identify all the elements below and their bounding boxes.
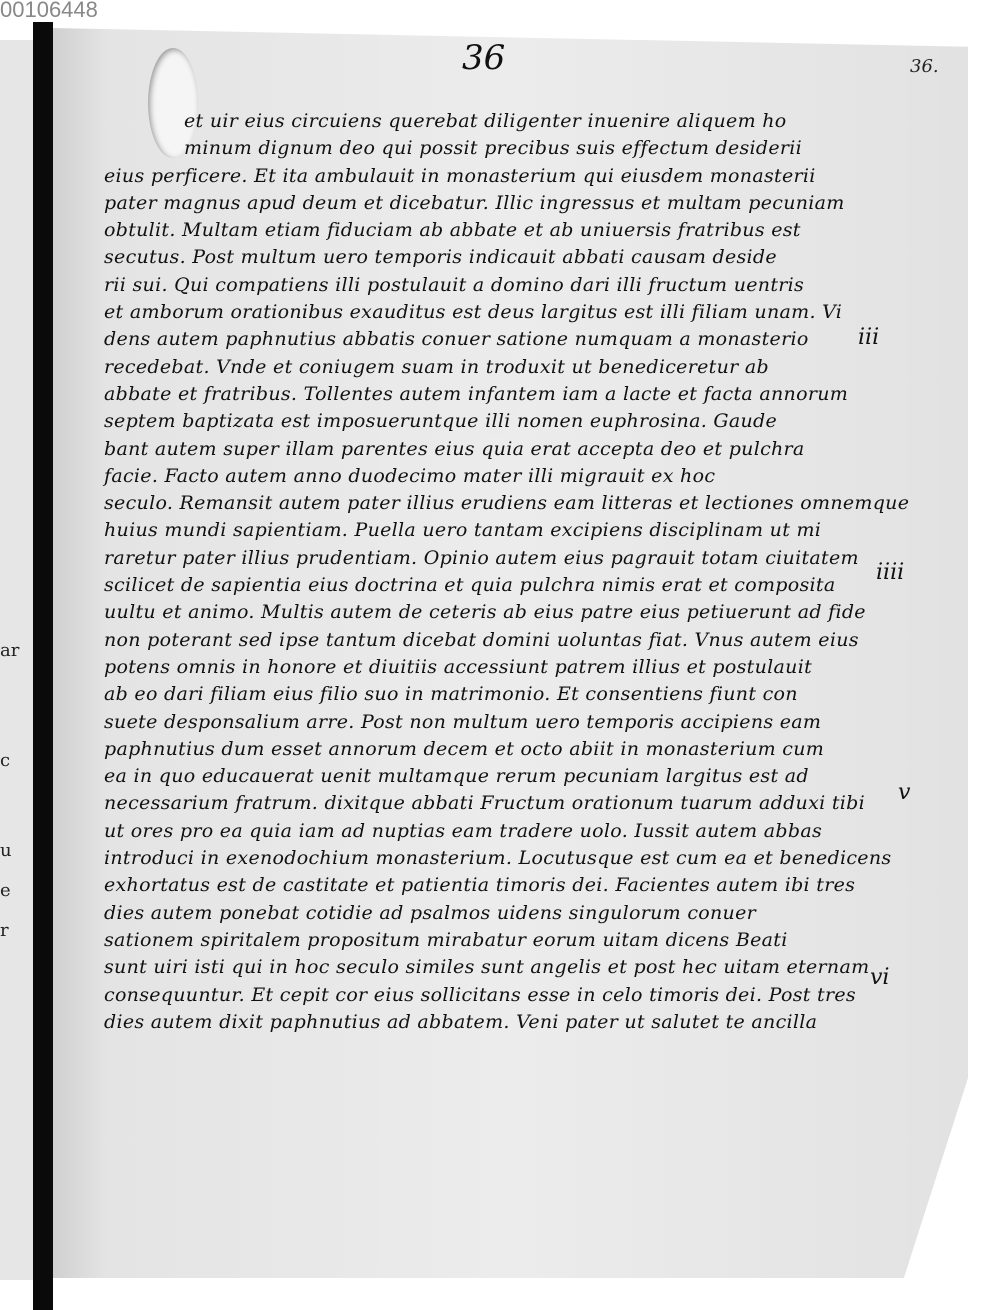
text-line: dies autem ponebat cotidie ad psalmos uidens singulorum conuer — [104, 901, 757, 924]
text-line: dens autem paphnutius abbatis conuer satione numquam a monasterio — [104, 328, 809, 351]
left-page-fragment: u — [0, 840, 12, 861]
text-line: consequuntur. Et cepit cor eius sollicitans esse in celo timoris dei. Post tres — [104, 983, 856, 1006]
text-line: ab eo dari filiam eius filio suo in matrimonio. Et consentiens fiunt con — [104, 683, 798, 706]
marginal-numeral: v — [898, 780, 911, 805]
text-line: exhortatus est de castitate et patientia timoris dei. Facientes autem ibi tres — [104, 874, 856, 897]
text-line: introduci in exenodochium monasterium. Locutusque est cum ea et benedicens — [104, 847, 892, 870]
text-line: abbate et fratribus. Tollentes autem infantem iam a lacte et facta annorum — [104, 382, 849, 405]
marginal-numeral: iiii — [876, 560, 905, 585]
text-line: paphnutius dum esset annorum decem et octo abiit in monasterium cum — [104, 737, 825, 760]
text-line: rii sui. Qui compatiens illi postulauit a domino dari illi fructum uentris — [104, 273, 805, 296]
text-line: septem baptizata est imposueruntque illi nomen euphrosina. Gaude — [104, 410, 778, 433]
left-page-fragment: r — [0, 920, 9, 941]
text-line: sationem spiritalem propositum mirabatur eorum uitam dicens Beati — [104, 928, 788, 951]
folio-number: 36 — [462, 38, 506, 78]
text-line: facie. Facto autem anno duodecimo mater illi migrauit ex hoc — [104, 464, 716, 487]
text-line: scilicet de sapientia eius doctrina et quia pulchra nimis erat et composita — [104, 574, 836, 597]
text-line: seculo. Remansit autem pater illius erudiens eam litteras et lectiones omnemque — [104, 492, 910, 515]
text-line: uultu et animo. Multis autem de ceteris ab eius patre eius petiuerunt ad fide — [104, 601, 866, 624]
text-line: necessarium fratrum. dixitque abbati Fructum orationum tuarum adduxi tibi — [104, 792, 865, 815]
text-line: dies autem dixit paphnutius ad abbatem. Veni pater ut salutet te ancilla — [104, 1010, 818, 1033]
text-line: secutus. Post multum uero temporis indicauit abbati causam deside — [104, 246, 777, 269]
text-line: et uir eius circuiens querebat diligenter inuenire aliquem ho — [184, 110, 787, 132]
text-line: sunt uiri isti qui in hoc seculo similes sunt angelis et post hec uitam eternam — [104, 956, 870, 979]
text-line: pater magnus apud deum et dicebatur. Illic ingressus et multam pecuniam — [104, 191, 845, 214]
book-spine — [33, 0, 53, 1310]
text-line: ea in quo educauerat uenit multamque rerum pecuniam largitus est ad — [104, 765, 809, 788]
text-line: et amborum orationibus exauditus est deus largitus est illi filiam unam. Vi — [104, 301, 843, 324]
text-line: raretur pater illius prudentiam. Opinio autem eius pagrauit totam ciuitatem — [104, 546, 859, 569]
text-line: bant autem super illam parentes eius quia erat accepta deo et pulchra — [104, 437, 805, 460]
text-line: ut ores pro ea quia iam ad nuptias eam tradere uolo. Iussit autem abbas — [104, 819, 823, 842]
left-page-fragment: e — [0, 880, 11, 901]
marginal-numeral: vi — [870, 965, 890, 990]
marginal-numeral: iii — [858, 325, 880, 350]
text-line: eius perficere. Et ita ambulauit in monasterium qui eiusdem monasterii — [104, 164, 816, 187]
text-line: potens omnis in honore et diuitiis accessiunt patrem illius et postulauit — [104, 655, 813, 678]
left-page-edge — [0, 40, 36, 1280]
text-line: suete desponsalium arre. Post non multum uero temporis accipiens eam — [104, 710, 822, 733]
image-id-label: 00106448 — [0, 0, 98, 22]
text-line: huius mundi sapientiam. Puella uero tantam excipiens disciplinam ut mi — [104, 519, 822, 542]
text-line: minum dignum deo qui possit precibus suis effectum desiderii — [184, 137, 803, 160]
text-line: obtulit. Multam etiam fiduciam ab abbate et ab uniuersis fratribus est — [104, 219, 801, 242]
folio-corner-number: 36. — [910, 56, 939, 77]
text-line: non poterant sed ipse tantum dicebat domini uoluntas fiat. Vnus autem eius — [104, 628, 859, 651]
text-line: recedebat. Vnde et coniugem suam in troduxit ut benediceretur ab — [104, 355, 769, 378]
left-page-fragment: ar — [0, 640, 20, 661]
left-page-fragment: c — [0, 750, 11, 771]
